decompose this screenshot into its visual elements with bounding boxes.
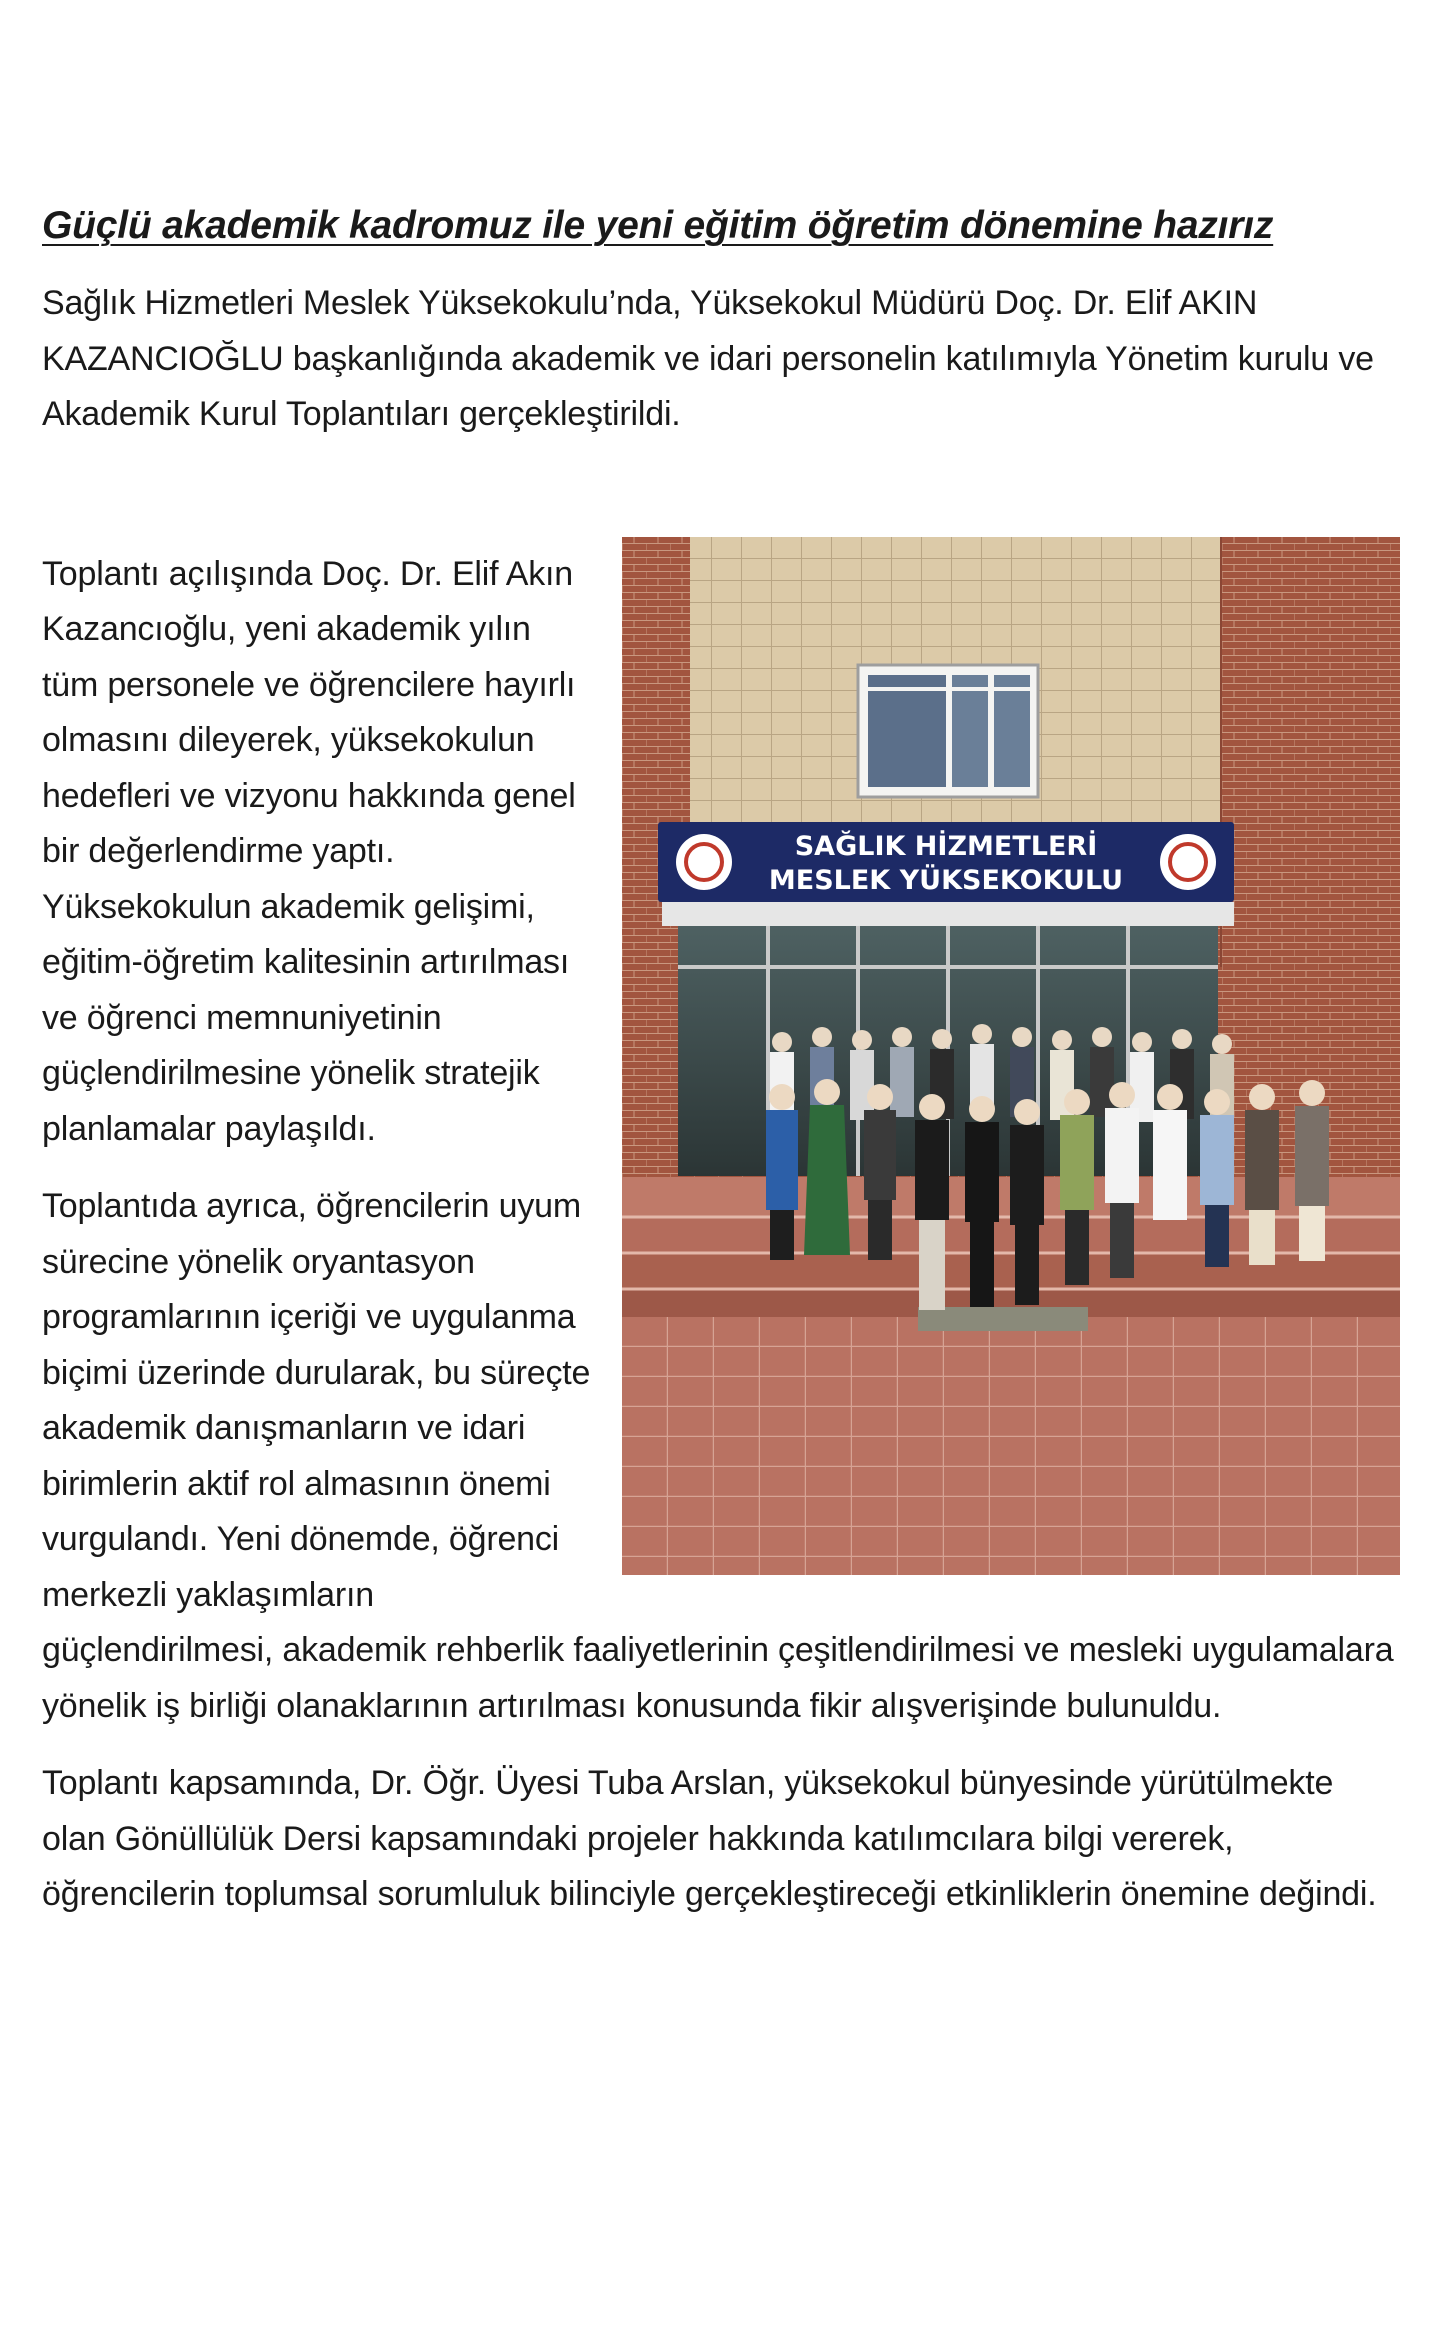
article bbox=[42, 196, 1402, 1923]
article-paragraph-volunteering: Toplantı kapsamında, Dr. Öğr. Üyesi Tuba Arslan, yüksekokul bünyesinde yürütülmekte olan Gönüllülük Dersi kapsamındaki projeler hakkında katılımcılara bilgi vererek, öğrencilerin toplumsal sorumluluk bilinciyle gerçekleştireceği etkinliklerin önemine değindi. bbox=[42, 1764, 1377, 1913]
article-paragraph-intro: Sağlık Hizmetleri Meslek Yüksekokulu’nda, Yüksekokul Müdürü Doç. Dr. Elif AKIN KAZANCIOĞLU başkanlığında akademik ve idari personelin katılımıyla Yönetim kurulu ve Akademik Kurul Toplantıları gerçekleştirildi. bbox=[42, 284, 1374, 433]
sign-line-2: MESLEK YÜKSEKOKULU bbox=[768, 864, 1124, 896]
group-photo bbox=[622, 537, 1400, 1575]
article-paragraph-opening: Toplantı açılışında Doç. Dr. Elif Akın Kazancıoğlu, yeni akademik yılın tüm personele ve öğrencilere hayırlı olmasını dileyerek, yüksekokulun hedefleri ve vizyonu hakkında genel bir değerlendirme yaptı. Yüksekokulun akademik gelişimi, eğitim-öğretim kalitesinin artırılması ve öğrenci memnuniyetinin güçlendirilmesine yönelik stratejik planlamalar paylaşıldı. bbox=[42, 554, 576, 1148]
article-paragraph-orientation: Toplantıda ayrıca, öğrencilerin uyum sürecine yönelik oryantasyon programlarının içeriği ve uygulanma biçimi üzerinde durularak, bu süreçte akademik danışmanların ve idari birimlerin aktif rol almasının önemi vurgulandı. Yeni dönemde, öğrenci merkezli yaklaşımların güçlendirilmesi, akademik rehberlik faaliyetlerinin çeşitlendirilmesi ve mesleki uygulamalara yönelik iş birliği olanaklarının artırılması konusunda fikir alışverişinde bulunuldu. bbox=[42, 1187, 1394, 1725]
article-body-with-photo bbox=[42, 547, 1402, 1757]
article-title: Güçlü akademik kadromuz ile yeni eğitim öğretim dönemine hazırız bbox=[42, 204, 1274, 247]
sign-line-1: SAĞLIK HİZMETLERİ bbox=[794, 830, 1098, 862]
